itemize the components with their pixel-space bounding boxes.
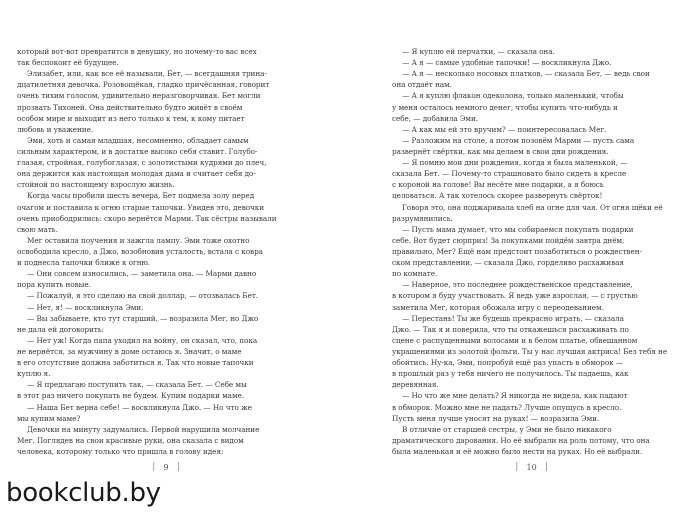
text-line: заметила Мег, которая обожала игру с переодеванием. bbox=[392, 302, 604, 312]
text-line: ском представлении, — сказала Джо, горделиво расхаживая bbox=[392, 258, 624, 268]
text-line: у меня осталось немного денег, чтобы купить что-нибудь и bbox=[392, 102, 618, 112]
text-line: целоваться. А так хотелось скорее развернуть свёрток! bbox=[392, 191, 603, 201]
text-line: была маленькая и её можно было нести на руках. Но её выбрали. bbox=[392, 446, 643, 456]
folio-ornament: ❘ bbox=[174, 462, 183, 472]
text-line: и поднесла тапочки ближе к огню. bbox=[17, 258, 151, 268]
right-page bbox=[392, 46, 680, 457]
text-line: Мег оставила поучения и зажгла лампу. Эми тоже охотно bbox=[27, 235, 250, 245]
text-line: сцене с распущенными волосами и в белом платье, обвешанном bbox=[392, 335, 638, 345]
text-line: — А я — самые удобные тапочки! — воскликнула Джо. bbox=[402, 58, 612, 68]
text-line: — Разложим на столе, а потом позовём Марми — пусть сама bbox=[402, 135, 635, 145]
folio-ornament: ❘ bbox=[542, 462, 551, 472]
text-line: прозвать Тихоней. Она действительно будто живёт в своём bbox=[17, 102, 243, 112]
text-line: в обморок. Можно мне не падать? Лучше опущусь в кресло. bbox=[392, 402, 622, 412]
left-page-number bbox=[150, 462, 182, 472]
text-line: в его отсутствие должна заботиться я. Так что новые тапочки bbox=[17, 358, 254, 368]
text-line: сильным характером, и в достатке высоко себя ставит. Голубо- bbox=[17, 146, 258, 156]
text-line: в котором я буду участвовать. Я ведь уже взрослая, — с грустью bbox=[392, 291, 638, 301]
text-line: в этот раз ничего покупать не будем. Купим подарки маме. bbox=[17, 391, 245, 401]
text-line: обойтись. Ну-ка, Эми, попробуй ещё раз упасть в обморок — bbox=[392, 358, 624, 368]
text-line: — Нет, я! — воскликнула Эми. bbox=[27, 302, 144, 312]
text-line: Мег. Поглядев на свои красивые руки, она сказала с видом bbox=[17, 435, 244, 445]
text-line: который вот-вот превратится в девушку, но почему-то вас всех bbox=[17, 47, 257, 56]
text-line: так беспокоит её будущее. bbox=[17, 58, 119, 68]
text-line: дцатилетняя девочка. Розовощёкая, гладко причёсанная, говорит bbox=[17, 80, 270, 90]
text-line: очагом и поставила к огню старые тапочки. Увидев это, девочки bbox=[17, 202, 265, 212]
text-line: сказала Бет. — Почему-то страшновато было сидеть в кресле bbox=[392, 169, 627, 179]
left-page bbox=[17, 46, 299, 457]
text-line: любовь и уважение. bbox=[17, 124, 94, 134]
text-line: Эми, хоть и самая младшая, несомненно, обладает самым bbox=[27, 135, 249, 145]
text-line: — Наверное, это последнее рождественское представление, bbox=[402, 280, 633, 290]
text-line: В отличие от старшей сестры, у Эми не было никакого bbox=[402, 424, 612, 434]
right-page-text bbox=[392, 46, 680, 457]
text-line: — А я куплю флакон одеколона, только маленький, чтобы bbox=[402, 91, 624, 101]
text-line: драматического дарования. Но её выбрали на роль потому, что она bbox=[392, 435, 650, 445]
text-line: стойной по настоящему взрослую жизнь. bbox=[17, 180, 175, 190]
folio-ornament: ❘ bbox=[150, 462, 158, 472]
text-line: глазая, стройная, голубоглазая, с золотистыми кудрями до плеч, bbox=[17, 158, 267, 168]
text-line: пора купить новые. bbox=[17, 280, 91, 290]
text-line: — Наша Бет верна себе! — воскликнула Джо. — Но что же bbox=[27, 402, 252, 412]
text-line: правильно, Мег? Ещё нам предстоит позаботиться о рождествен- bbox=[392, 246, 642, 256]
text-line: в прошлый раз у тебя ничего не получилось. Ты падаешь, как bbox=[392, 369, 629, 379]
page-number-10: 10 bbox=[526, 462, 537, 472]
text-line: она держится как настоящая молодая дама и считает себя до- bbox=[17, 169, 256, 179]
watermark-bookclub: bookclub.by bbox=[6, 478, 161, 508]
text-line: украшениями из золотой фольги. Ты у нас лучшая актриса! Без тебя не bbox=[392, 346, 668, 356]
folio-ornament: ❘ bbox=[513, 462, 521, 472]
text-line: очень тихим голосом, удивительно неразговорчивая. Бет могли bbox=[17, 91, 261, 101]
text-line: Джо. — Так я и поверила, что ты откажешься расхаживать по bbox=[392, 324, 629, 334]
text-line: — Но что же мне делать? Я никогда не видела, как падают bbox=[402, 391, 628, 401]
text-line: свою мать. bbox=[17, 224, 58, 234]
text-line: — Пусть мама думает, что мы собираемся покупать подарки bbox=[402, 224, 634, 234]
text-line: мы купим маме? bbox=[17, 413, 81, 423]
text-line: — Перестань! Ты же будешь прекрасно играть, — сказала bbox=[402, 313, 624, 323]
text-line: куплю я. bbox=[17, 369, 51, 379]
text-line: человека, которому только что пришла в голову идея: bbox=[17, 446, 224, 456]
text-line: Пусть меня лучше уносят на руках! — возразила Эми. bbox=[392, 413, 600, 423]
text-line: с короной на голове! Вы несёте мне подарки, а я боюсь bbox=[392, 180, 604, 190]
page-number-9: 9 bbox=[163, 462, 169, 472]
left-page-text bbox=[17, 46, 299, 457]
text-line: не вернётся, за мужчину в доме остаюсь я. Значит, о маме bbox=[17, 346, 242, 356]
text-line: — Они совсем износились, — заметила она. — Марми давно bbox=[27, 269, 257, 279]
text-line: не дала ей договорить: bbox=[17, 324, 104, 334]
text-line: Девочки на минуту задумались. Первой нарушила молчание bbox=[27, 424, 260, 434]
text-line: разрумянились. bbox=[392, 213, 453, 223]
text-line: — А я — несколько носовых платков, — сказала Бет, — ведь свои bbox=[402, 69, 650, 79]
text-line: особом мире и выходит из него только к тем, к кому питает bbox=[17, 113, 245, 123]
text-line: себе, — добавила Эми. bbox=[392, 113, 479, 123]
text-line: деревянная. bbox=[392, 380, 439, 390]
text-line: — Я помню мои дни рождения, когда я была маленькой, — bbox=[402, 158, 628, 168]
text-line: — Пожалуй, я это сделаю на свой доллар, — отозвалась Бет. bbox=[27, 291, 259, 301]
text-line: — Вы забываете, кто тут старший, — возразила Мег, но Джо bbox=[27, 313, 259, 323]
text-line: Когда часы пробили шесть вечера, Бет подмела золу перед bbox=[27, 191, 255, 201]
text-line: она отдаёт нам. bbox=[392, 80, 452, 90]
text-line: себе. Вот будет сюрприз! За покупками пойдём завтра днём, bbox=[392, 235, 625, 245]
text-line: — Я предлагаю поступить так, — сказала Бет. — Себе мы bbox=[27, 380, 247, 390]
text-line: — Я куплю ей перчатки, — сказала она. bbox=[402, 47, 555, 56]
text-line: — Нет уж! Когда папа уходил на войну, он сказал, что, пока bbox=[27, 335, 258, 345]
text-line: Говоря это, она поджаривала хлеб на огне для чая. От огня щёки её bbox=[402, 202, 663, 212]
text-line: освободила кресло, а Джо, возобновив усталость, встала с ковра bbox=[17, 246, 263, 256]
text-line: развернёт свёртки, как мы делаем в свои дни рождения. bbox=[392, 146, 609, 156]
right-page-number bbox=[513, 462, 550, 472]
text-line: Элизабет, или, как все её называли, Бет, — всегдашняя трина- bbox=[27, 69, 267, 79]
text-line: очень приободрились: скоро вернётся Марми. Так сёстры называли bbox=[17, 213, 277, 223]
text-line: по комнате. bbox=[392, 269, 438, 279]
text-line: — А как мы ей это вручим? — поинтересовалась Мег. bbox=[402, 124, 607, 134]
